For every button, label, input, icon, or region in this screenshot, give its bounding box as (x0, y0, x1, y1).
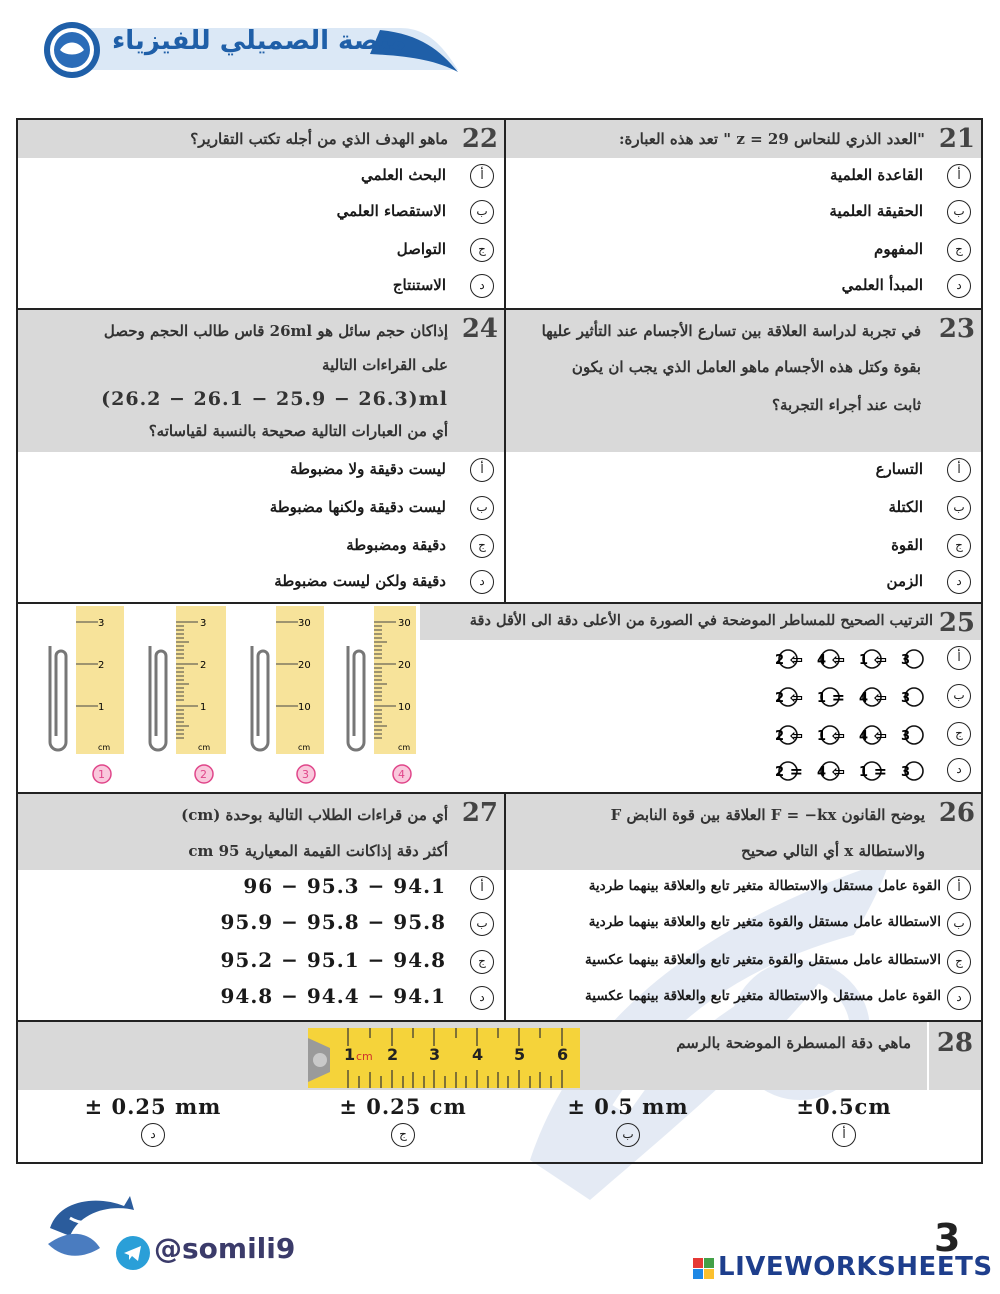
option-letter: أ (470, 876, 494, 900)
option-letter: د (947, 758, 971, 782)
option-text: التسارع (875, 460, 923, 478)
question-number: 23 (938, 314, 975, 344)
option-letter: أ (470, 458, 494, 482)
option-letter: د (947, 986, 971, 1010)
option-b[interactable] (558, 1094, 698, 1147)
equals-sign: = (831, 688, 845, 707)
option-d[interactable] (512, 270, 971, 304)
question-text-line: أي من العبارات التالية صحيحة بالنسبة لقياساته؟ (148, 422, 448, 440)
question-27 (18, 794, 506, 1020)
option-b[interactable] (512, 492, 971, 526)
arrow-icon: ⇦ (789, 688, 803, 707)
option-letter: د (470, 274, 494, 298)
option-text: القاعدة العلمية (830, 166, 923, 184)
option-letter: د (470, 570, 494, 594)
option-letter: أ (947, 876, 971, 900)
row-q25 (18, 604, 981, 794)
option-c[interactable] (774, 718, 971, 752)
sequence-number: 1 (816, 729, 826, 744)
row-q21-q22 (18, 120, 981, 310)
option-d[interactable] (512, 566, 971, 600)
sequence-number: 2 (774, 765, 784, 780)
question-number: 26 (938, 798, 975, 828)
arrow-icon: ⇦ (831, 726, 845, 745)
question-26 (506, 794, 981, 1020)
worksheet-table (16, 118, 983, 1164)
ruler-4-label: 4 (398, 768, 405, 781)
option-b[interactable] (512, 196, 971, 230)
arrow-icon: ⇦ (789, 726, 803, 745)
option-text: 96 − 95.3 − 94.1 (243, 874, 446, 898)
ruler-4 (348, 606, 416, 783)
telegram-icon[interactable] (116, 1236, 150, 1270)
arrow-icon: ⇦ (831, 762, 845, 781)
sequence-number: 3 (900, 729, 910, 744)
question-22 (18, 120, 506, 308)
arrow-icon: ⇦ (789, 650, 803, 669)
tape-label: 4 (472, 1045, 484, 1064)
ruler-4-tick-label: 30 (398, 618, 411, 629)
q27-header (18, 794, 504, 870)
option-text: الاستطالة عامل مستقل والقوة متغير تابع والعلاقة بينهما عكسية (585, 952, 941, 968)
option-letter: أ (947, 646, 971, 670)
option-text: القوة عامل مستقل والاستطالة متغير تابع والعلاقة بينهما طردية (588, 878, 941, 894)
ruler-1-unit: cm (98, 743, 111, 752)
question-text: الترتيب الصحيح للمساطر الموضحة في الصورة من الأعلى دقة الى الأقل دقة (469, 612, 933, 629)
question-text-line: بقوة وكتل هذه الأجسام ماهو العامل الذي يجب ان يكون (571, 358, 921, 376)
option-letter: د (141, 1123, 165, 1147)
sequence (774, 648, 938, 670)
question-text-line: والاستطالة x أي التالي صحيح (741, 842, 925, 860)
question-text-line: يوضح القانون F = −kx العلاقة بين قوة النابض F (610, 806, 925, 824)
ruler-2-tick-label: 2 (200, 660, 207, 671)
telegram-handle[interactable]: @somili9 (154, 1232, 296, 1265)
option-text: التواصل (396, 240, 446, 258)
question-text-line: ثابت عند أجراء التجربة؟ (771, 396, 921, 414)
option-letter: ج (947, 950, 971, 974)
option-text: ليست دقيقة ولكنها مضبوطة (269, 498, 446, 516)
option-b[interactable] (24, 492, 494, 526)
question-text: ماهي دقة المسطرة الموضحة بالرسم (676, 1034, 911, 1052)
sequence (774, 760, 938, 782)
question-number: 22 (461, 124, 498, 154)
ruler-3-tick-label: 10 (298, 702, 311, 713)
option-letter: ب (470, 496, 494, 520)
option-text: ± 0.25 mm (84, 1094, 222, 1119)
ruler-3-label: 3 (302, 768, 309, 781)
option-a[interactable] (512, 454, 971, 488)
question-text-line: أي من قراءات الطلاب التالية بوحدة (cm) (181, 806, 448, 824)
question-23 (506, 310, 981, 602)
option-letter: ب (947, 200, 971, 224)
option-letter: ب (947, 912, 971, 936)
option-letter: ج (391, 1123, 415, 1147)
option-b[interactable] (24, 196, 494, 230)
option-letter: ب (947, 496, 971, 520)
option-d[interactable] (24, 270, 494, 304)
row-q26-q27 (18, 794, 981, 1022)
option-letter: أ (947, 164, 971, 188)
option-b[interactable] (24, 908, 494, 942)
ruler-1-label: 1 (98, 768, 105, 781)
question-number: 28 (936, 1028, 973, 1058)
option-text: البحث العلمي (360, 166, 446, 184)
arrow-icon: ⇦ (873, 650, 887, 669)
ruler-3-tick-label: 30 (298, 618, 311, 629)
option-letter: ج (470, 534, 494, 558)
ruler-1-tick-label: 3 (98, 618, 105, 629)
question-text: "العدد الذري للنحاس 29 = z " تعد هذه العبارة: (619, 130, 925, 148)
q23-header (506, 310, 981, 452)
q25-header (420, 604, 981, 640)
option-text: 95.9 − 95.8 − 95.8 (220, 910, 446, 934)
sequence-number: 4 (816, 765, 826, 780)
q24-header (18, 310, 504, 452)
sequence-number: 3 (900, 653, 910, 668)
q28-header (18, 1022, 981, 1090)
option-a[interactable] (512, 872, 971, 906)
ruler-4-unit: cm (398, 743, 411, 752)
row-q23-q24 (18, 310, 981, 604)
option-d[interactable] (512, 982, 971, 1016)
sequence (774, 686, 938, 708)
option-text: 95.2 − 95.1 − 94.8 (220, 948, 446, 972)
option-letter: د (947, 570, 971, 594)
sequence-number: 1 (858, 765, 868, 780)
ruler-2-unit: cm (198, 743, 211, 752)
option-a[interactable] (24, 872, 494, 906)
q28-number-cell (927, 1022, 981, 1090)
liveworksheets-logo-icon (693, 1258, 715, 1280)
sequence-number: 3 (900, 691, 910, 706)
option-text: ليست دقيقة ولا مضبوطة (290, 460, 446, 478)
question-text: ماهو الهدف الذي من أجله تكتب التقارير؟ (190, 130, 448, 148)
option-text: ±0.5cm (796, 1094, 892, 1119)
question-number: 21 (938, 124, 975, 154)
option-text: 94.8 − 94.4 − 94.1 (220, 984, 446, 1008)
row-q28 (18, 1022, 981, 1162)
option-text: دقيقة ومضبوطة (346, 536, 446, 554)
measurement-readings: (26.2 − 26.1 − 25.9 − 26.3)ml (101, 388, 448, 410)
ruler-2-label: 2 (200, 768, 207, 781)
tape-label: 3 (429, 1045, 441, 1064)
option-letter: ب (470, 912, 494, 936)
sequence-number: 4 (816, 653, 826, 668)
question-text-line: إذاكان حجم سائل هو 26ml قاس طالب الحجم وحصل (103, 322, 448, 340)
option-letter: ج (947, 238, 971, 262)
option-d[interactable] (24, 982, 494, 1016)
tape-unit: cm (356, 1050, 373, 1063)
option-letter: ج (947, 722, 971, 746)
option-letter: ب (947, 684, 971, 708)
option-c[interactable] (24, 530, 494, 564)
sequence-number: 1 (816, 691, 826, 706)
question-number: 27 (461, 798, 498, 828)
tape-label: 5 (514, 1045, 526, 1064)
question-text-line: أكثر دقة إذاكانت القيمة المعيارية 95 cm (188, 842, 448, 860)
option-a[interactable] (774, 642, 971, 676)
option-text: القوة عامل مستقل والاستطالة متغير تابع والعلاقة بينهما عكسية (585, 988, 941, 1004)
question-number: 24 (461, 314, 498, 344)
tape-label: 1 (344, 1045, 356, 1064)
ruler-1 (50, 606, 124, 783)
tape-label: 2 (387, 1045, 399, 1064)
option-c[interactable] (512, 946, 971, 980)
sequence-number: 2 (774, 653, 784, 668)
question-number: 25 (938, 608, 975, 638)
question-text-line: في تجربة لدراسة العلاقة بين تسارع الأجسام عند التأثير عليها (541, 322, 921, 340)
option-a[interactable] (24, 454, 494, 488)
option-letter: أ (832, 1123, 856, 1147)
question-24 (18, 310, 506, 602)
ruler-4-tick-label: 10 (398, 702, 411, 713)
tape-measure-image (308, 1028, 580, 1088)
option-c[interactable] (24, 946, 494, 980)
option-text: الزمن (886, 572, 923, 590)
ruler-2 (150, 606, 226, 783)
page-number: 3 (934, 1216, 961, 1260)
ruler-1-tick-label: 1 (98, 702, 105, 713)
option-letter: ب (470, 200, 494, 224)
option-text: القوة (891, 536, 923, 554)
sequence-number: 4 (858, 691, 868, 706)
arrow-icon: ⇦ (873, 726, 887, 745)
option-c[interactable] (328, 1094, 478, 1147)
ruler-1-tick-label: 2 (98, 660, 105, 671)
ruler-3-tick-label: 20 (298, 660, 311, 671)
sequence (774, 724, 938, 746)
option-c[interactable] (512, 234, 971, 268)
option-a[interactable] (794, 1094, 894, 1147)
banner-title: منصة الصميلي للفيزياء (112, 26, 407, 56)
option-c[interactable] (512, 530, 971, 564)
option-d[interactable] (78, 1094, 228, 1147)
ruler-2-tick-label: 3 (200, 618, 207, 629)
option-a[interactable] (512, 160, 971, 194)
ruler-3-unit: cm (298, 743, 311, 752)
option-d[interactable] (24, 566, 494, 600)
sequence-number: 2 (774, 691, 784, 706)
option-text: الاستنتاج (392, 276, 446, 294)
arrow-icon: ⇦ (831, 650, 845, 669)
option-text: الاستطالة عامل مستقل والقوة متغير تابع والعلاقة بينهما طردية (588, 914, 941, 930)
option-d[interactable] (774, 754, 971, 788)
option-letter: د (470, 986, 494, 1010)
option-text: المفهوم (874, 240, 923, 258)
equals-sign: = (789, 762, 803, 781)
equals-sign: = (873, 762, 887, 781)
ruler-3 (252, 606, 324, 783)
option-text: دقيقة ولكن ليست مضبوطة (274, 572, 446, 590)
option-text: ± 0.25 cm (339, 1094, 467, 1119)
question-21 (506, 120, 981, 308)
sequence-number: 3 (900, 765, 910, 780)
option-text: ± 0.5 mm (567, 1094, 689, 1119)
option-text: الحقيقة العلمية (829, 202, 923, 220)
question-text-line: على القراءات التالية (322, 356, 448, 374)
option-letter: ج (470, 950, 494, 974)
option-letter: ج (947, 534, 971, 558)
arrow-icon: ⇦ (873, 688, 887, 707)
option-text: الكتلة (888, 498, 923, 516)
option-letter: أ (470, 164, 494, 188)
option-letter: ب (616, 1123, 640, 1147)
ruler-4-tick-label: 20 (398, 660, 411, 671)
q21-header (506, 120, 981, 158)
option-letter: د (947, 274, 971, 298)
ruler-2-tick-label: 1 (200, 702, 207, 713)
option-b[interactable] (512, 908, 971, 942)
option-letter: أ (947, 458, 971, 482)
q22-header (18, 120, 504, 158)
rulers-image (26, 606, 420, 792)
sequence-number: 2 (774, 729, 784, 744)
tape-label: 6 (557, 1045, 569, 1064)
liveworksheets-brand: LIVEWORKSHEETS (718, 1252, 993, 1282)
option-letter: ج (470, 238, 494, 262)
q26-header (506, 794, 981, 870)
sequence-number: 1 (858, 653, 868, 668)
option-text: المبدأ العلمي (841, 276, 923, 294)
option-b[interactable] (774, 680, 971, 714)
option-c[interactable] (24, 234, 494, 268)
sequence-number: 4 (858, 729, 868, 744)
option-text: الاستقصاء العلمي (336, 202, 446, 220)
option-a[interactable] (24, 160, 494, 194)
